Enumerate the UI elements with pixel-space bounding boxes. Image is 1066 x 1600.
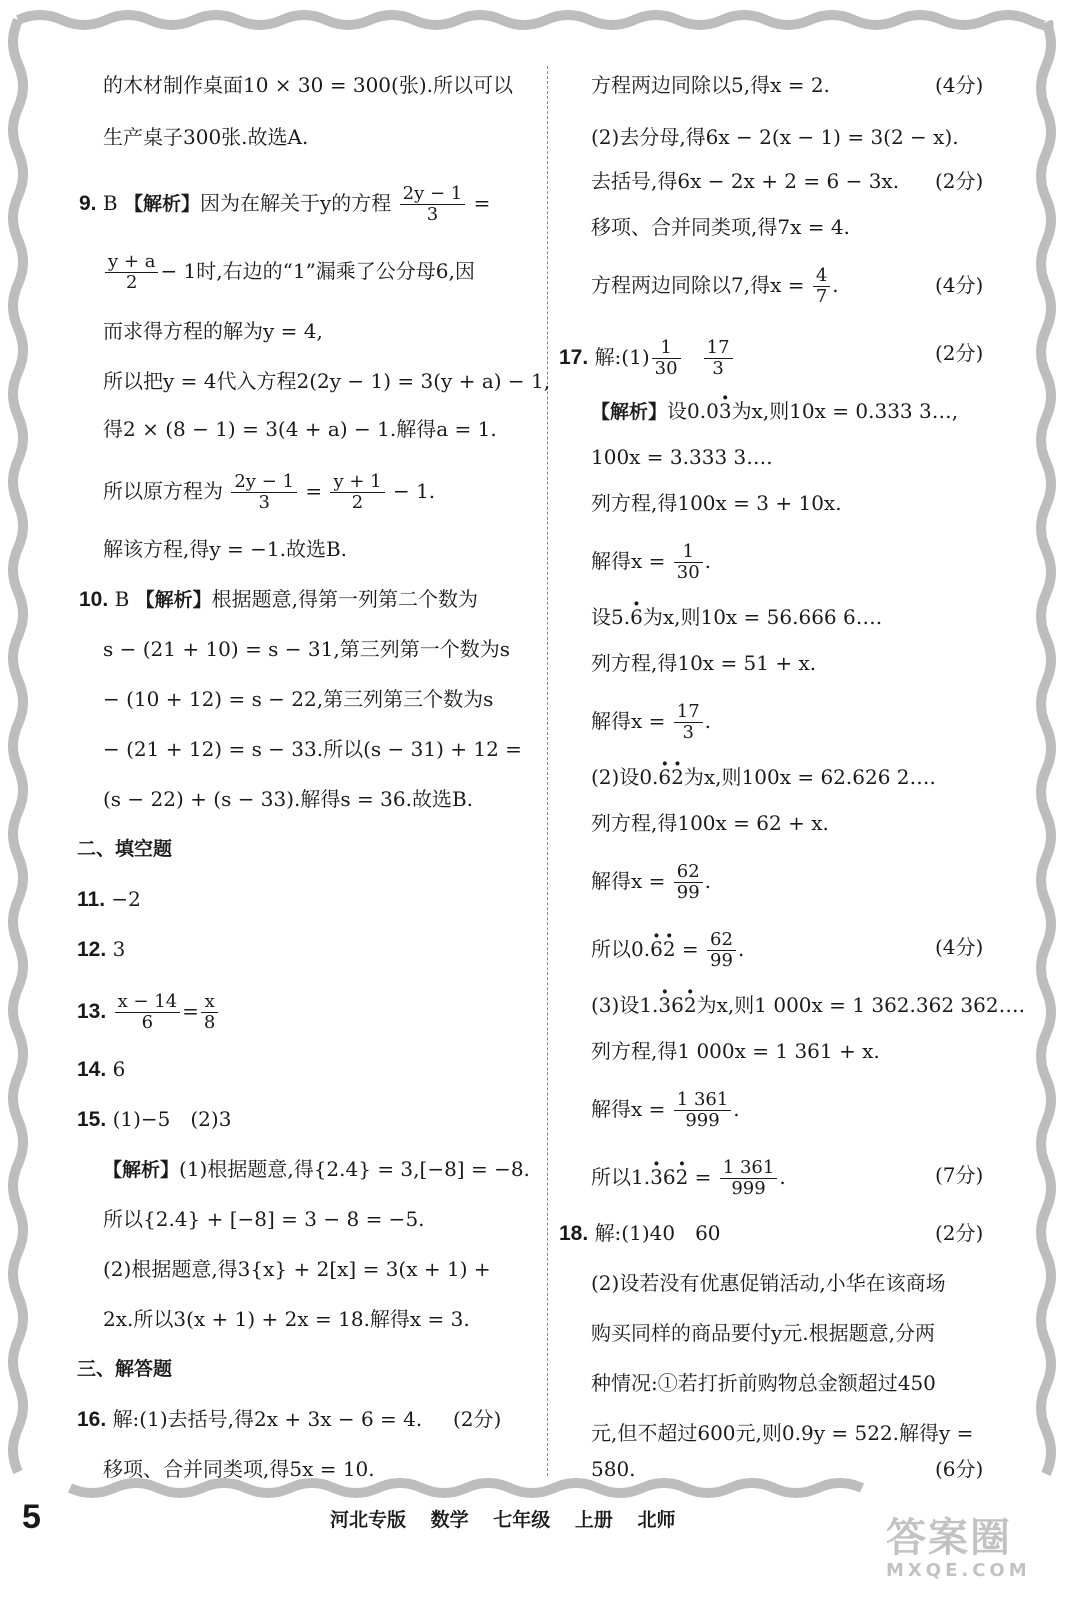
repeating-digit: · 3 bbox=[658, 993, 671, 1017]
fraction bbox=[231, 472, 297, 513]
text-line: 列方程,得100x = 62 + x. bbox=[591, 811, 829, 835]
text-line: 2x.所以3(x + 1) + 2x = 18.解得x = 3. bbox=[103, 1307, 470, 1331]
text: 方程两边同除以7,得x = bbox=[591, 273, 805, 297]
fraction bbox=[652, 338, 681, 379]
text: 解得x = bbox=[591, 869, 666, 893]
equals: = bbox=[675, 937, 699, 961]
question-number: 11. bbox=[77, 888, 106, 911]
text-line: 解该方程,得y = −1.故选B. bbox=[103, 537, 348, 561]
fraction bbox=[201, 992, 218, 1033]
fraction bbox=[707, 930, 736, 971]
repeating-digit: · 2 bbox=[671, 765, 684, 789]
equals: = bbox=[688, 1165, 712, 1189]
text: 解得x = bbox=[591, 709, 666, 733]
text: . bbox=[737, 937, 745, 961]
score-points: (2分) bbox=[935, 169, 984, 193]
denominator: 3 bbox=[258, 492, 270, 513]
fraction bbox=[674, 542, 703, 583]
equals: = bbox=[473, 191, 491, 215]
text: 解:(1) bbox=[594, 345, 650, 369]
text-line bbox=[103, 252, 475, 293]
question-18 bbox=[559, 1220, 721, 1247]
page-footer: 河北专版 数学 七年级 上册 北师 bbox=[330, 1509, 676, 1531]
numerator: x − 14 bbox=[115, 992, 181, 1013]
denominator: 99 bbox=[710, 950, 733, 971]
text: 所以1. bbox=[591, 1165, 651, 1189]
question-10 bbox=[79, 586, 478, 613]
answer: −2 bbox=[111, 887, 141, 911]
fraction bbox=[115, 992, 181, 1033]
text-line: 列方程,得100x = 3 + 10x. bbox=[591, 491, 842, 515]
text: . bbox=[779, 1165, 786, 1189]
answer: 3 bbox=[112, 937, 126, 961]
question-number: 18. bbox=[559, 1222, 589, 1245]
numerator: 17 bbox=[704, 338, 733, 359]
section-heading: 三、解答题 bbox=[77, 1358, 173, 1380]
text-line bbox=[591, 862, 711, 903]
text: . bbox=[832, 273, 839, 297]
question-17 bbox=[559, 338, 735, 379]
text: 解得x = bbox=[591, 1097, 666, 1121]
text: 解:(1)40 60 bbox=[594, 1221, 721, 1245]
score-points: (4分) bbox=[935, 73, 984, 97]
score-points: (6分) bbox=[935, 1457, 984, 1481]
repeating-digit: · 2 bbox=[684, 993, 697, 1017]
question-13 bbox=[77, 992, 220, 1033]
question-number: 12. bbox=[77, 938, 107, 961]
question-number: 13. bbox=[77, 1000, 107, 1023]
denominator: 8 bbox=[203, 1012, 216, 1033]
numerator: x bbox=[201, 992, 218, 1013]
fraction bbox=[674, 1090, 732, 1131]
text-line bbox=[591, 1090, 740, 1131]
text: . bbox=[733, 1097, 740, 1121]
text: 解得x = bbox=[591, 549, 666, 573]
text-line: 列方程,得10x = 51 + x. bbox=[591, 651, 817, 675]
denominator: 6 bbox=[141, 1012, 154, 1033]
repeating-digit: · 2 bbox=[663, 937, 676, 961]
text: 设5. bbox=[591, 605, 631, 629]
analysis-tag: 【解析】 bbox=[103, 1159, 180, 1181]
text-line: 生产桌子300张.故选A. bbox=[103, 125, 309, 149]
text-line: 得2 × (8 − 1) = 3(4 + a) − 1.解得a = 1. bbox=[103, 417, 497, 441]
fraction bbox=[813, 266, 830, 307]
answer: 6 bbox=[112, 1057, 126, 1081]
fraction bbox=[674, 862, 703, 903]
text-line: − (21 + 12) = s − 33.所以(s − 31) + 12 = bbox=[103, 737, 522, 761]
question-number: 15. bbox=[77, 1108, 107, 1131]
text: 为x,则1 000x = 1 362.362 362…. bbox=[696, 993, 1025, 1017]
text-line bbox=[591, 604, 882, 630]
denominator: 3 bbox=[682, 722, 694, 743]
text: 所以0. bbox=[591, 937, 651, 961]
text-line: (s − 22) + (s − 33).解得s = 36.故选B. bbox=[103, 787, 474, 811]
fraction bbox=[330, 472, 384, 513]
text-line bbox=[103, 472, 435, 513]
question-number: 16. bbox=[77, 1408, 107, 1431]
fraction bbox=[400, 184, 466, 225]
text-line: (2)去分母,得6x − 2(x − 1) = 3(2 − x). bbox=[591, 125, 959, 149]
text: . bbox=[704, 549, 712, 573]
question-11 bbox=[77, 886, 141, 913]
column-divider bbox=[547, 66, 548, 1476]
text-line: 的木材制作桌面10 × 30 = 300(张).所以可以 bbox=[103, 73, 513, 97]
numerator: 4 bbox=[813, 266, 830, 287]
denominator: 30 bbox=[676, 562, 700, 583]
text: − 1时,右边的“1”漏乘了公分母6,因 bbox=[160, 259, 475, 283]
text-line: (2)设若没有优惠促销活动,小华在该商场 bbox=[591, 1271, 946, 1295]
question-14 bbox=[77, 1056, 125, 1083]
numerator: 17 bbox=[674, 702, 703, 723]
repeating-digit: · 3 bbox=[650, 1165, 663, 1189]
text: 所以原方程为 bbox=[103, 479, 223, 503]
denominator: 2 bbox=[125, 272, 138, 293]
numerator: 1 bbox=[652, 338, 681, 359]
score-points: (2分) bbox=[453, 1407, 502, 1431]
equals: = bbox=[182, 999, 199, 1023]
answer-choice: B bbox=[102, 191, 118, 215]
score-points: (7分) bbox=[935, 1163, 984, 1187]
text-line: 元,但不超过600元,则0.9y = 522.解得y = bbox=[591, 1421, 974, 1445]
text-line: 移项、合并同类项,得5x = 10. bbox=[103, 1457, 375, 1481]
watermark-url: MXQE.COM bbox=[886, 1560, 1031, 1581]
denominator: 99 bbox=[676, 882, 700, 903]
numerator: 2y − 1 bbox=[400, 184, 466, 205]
text: 为x,则10x = 0.333 3…, bbox=[731, 399, 959, 423]
text-line: (2)根据题意,得3{x} + 2[x] = 3(x + 1) + bbox=[103, 1257, 491, 1281]
fraction bbox=[704, 338, 733, 379]
denominator: 7 bbox=[815, 286, 828, 307]
text-line bbox=[591, 702, 711, 743]
text-line: s − (21 + 10) = s − 31,第三列第一个数为s bbox=[103, 637, 510, 661]
text: 6 bbox=[671, 993, 684, 1017]
watermark-title: 答案圈 bbox=[886, 1515, 1012, 1561]
text-line: − (10 + 12) = s − 22,第三列第三个数为s bbox=[103, 687, 494, 711]
text: (2)设0. bbox=[591, 765, 659, 789]
text-line bbox=[591, 542, 711, 583]
text-line bbox=[591, 992, 1025, 1018]
repeating-digit: · 6 bbox=[650, 937, 663, 961]
question-number: 9. bbox=[79, 192, 97, 215]
question-number: 17. bbox=[559, 346, 589, 369]
text: 为x,则10x = 56.666 6…. bbox=[642, 605, 883, 629]
text: 因为在解关于y的方程 bbox=[199, 191, 392, 215]
answer-choice: B bbox=[114, 587, 130, 611]
text: 为x,则100x = 62.626 2…. bbox=[683, 765, 936, 789]
watermark-logo bbox=[880, 1506, 1040, 1586]
text-line bbox=[103, 1156, 530, 1183]
analysis-tag: 【解析】 bbox=[123, 193, 200, 215]
text-line: 所以把y = 4代入方程2(2y − 1) = 3(y + a) − 1, bbox=[103, 369, 551, 393]
numerator: y + 1 bbox=[330, 472, 384, 493]
score-points: (2分) bbox=[935, 341, 984, 365]
text-line: 100x = 3.333 3…. bbox=[591, 445, 773, 469]
denominator: 2 bbox=[351, 492, 364, 513]
text-line: 所以{2.4} + [−8] = 3 − 8 = −5. bbox=[103, 1207, 425, 1231]
analysis-tag: 【解析】 bbox=[591, 401, 668, 423]
text: 设0.0 bbox=[667, 399, 719, 423]
denominator: 999 bbox=[731, 1178, 766, 1199]
answer: (1)−5 (2)3 bbox=[112, 1107, 232, 1131]
text: (1)根据题意,得{2.4} = 3,[−8] = −8. bbox=[179, 1157, 530, 1181]
denominator: 3 bbox=[426, 204, 439, 225]
text-line: 购买同样的商品要付y元.根据题意,分两 bbox=[591, 1321, 936, 1345]
text-line bbox=[591, 266, 839, 307]
score-points: (4分) bbox=[935, 935, 984, 959]
section-heading: 二、填空题 bbox=[77, 838, 173, 860]
denominator: 999 bbox=[685, 1110, 720, 1131]
text-line bbox=[591, 398, 958, 425]
text-line: 种情况:①若打折前购物总金额超过450 bbox=[591, 1371, 936, 1395]
text-line: 而求得方程的解为y = 4, bbox=[103, 319, 323, 343]
numerator: 1 361 bbox=[674, 1090, 732, 1111]
text-line: 580. bbox=[591, 1457, 636, 1481]
text: . bbox=[704, 869, 712, 893]
text-line bbox=[591, 930, 744, 971]
question-15 bbox=[77, 1106, 231, 1133]
numerator: 62 bbox=[674, 862, 703, 883]
numerator: 1 bbox=[674, 542, 703, 563]
question-9 bbox=[79, 184, 490, 225]
text-line bbox=[591, 1158, 786, 1199]
text: . bbox=[704, 709, 712, 733]
repeating-digit: · 6 bbox=[658, 765, 671, 789]
numerator: 2y − 1 bbox=[231, 472, 297, 493]
fraction bbox=[674, 702, 703, 743]
text: 根据题意,得第一列第二个数为 bbox=[211, 587, 478, 611]
score-points: (4分) bbox=[935, 273, 984, 297]
numerator: 1 361 bbox=[720, 1158, 778, 1179]
repeating-digit: · 6 bbox=[630, 605, 643, 629]
text-line: 方程两边同除以5,得x = 2. bbox=[591, 73, 830, 97]
question-number: 14. bbox=[77, 1058, 107, 1081]
question-number: 10. bbox=[79, 588, 109, 611]
fraction bbox=[720, 1158, 778, 1199]
repeating-digit: · 3 bbox=[719, 399, 732, 423]
fraction bbox=[105, 252, 158, 293]
text-line: 移项、合并同类项,得7x = 4. bbox=[591, 215, 850, 239]
text-line: 去括号,得6x − 2x + 2 = 6 − 3x. bbox=[591, 169, 900, 193]
repeating-digit: · 2 bbox=[676, 1165, 689, 1189]
denominator: 3 bbox=[712, 358, 724, 379]
score-points: (2分) bbox=[935, 1221, 984, 1245]
numerator: y + a bbox=[105, 252, 158, 273]
text: 解:(1)去括号,得2x + 3x − 6 = 4. bbox=[112, 1407, 423, 1431]
text: − 1. bbox=[392, 479, 436, 503]
equals: = bbox=[305, 479, 323, 503]
text-line: 列方程,得1 000x = 1 361 + x. bbox=[591, 1039, 880, 1063]
numerator: 62 bbox=[707, 930, 736, 951]
question-12 bbox=[77, 936, 125, 963]
analysis-tag: 【解析】 bbox=[135, 589, 212, 611]
text: 6 bbox=[662, 1165, 676, 1189]
question-16 bbox=[77, 1406, 422, 1433]
page-number: 5 bbox=[22, 1498, 41, 1536]
text-line bbox=[591, 764, 936, 790]
denominator: 30 bbox=[654, 358, 678, 379]
text: (3)设1. bbox=[591, 993, 659, 1017]
